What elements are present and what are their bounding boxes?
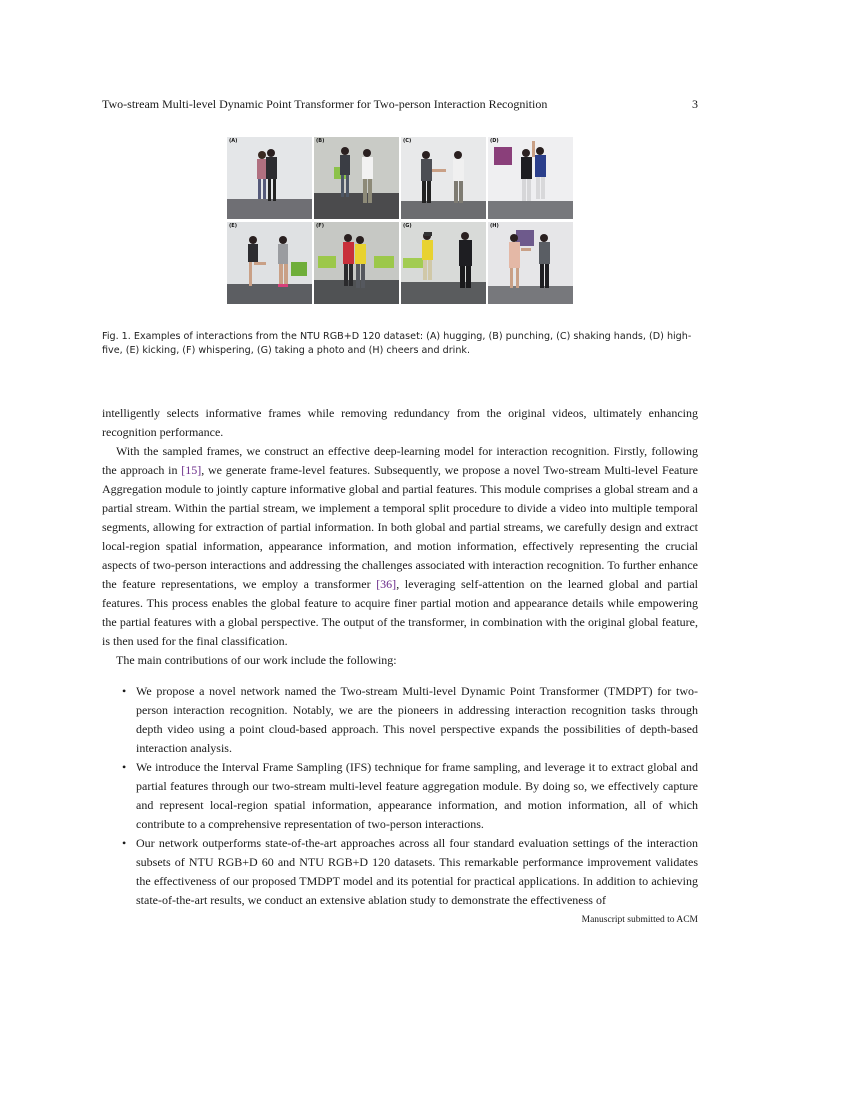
panel-label: (B)	[316, 138, 325, 144]
contributions-list	[102, 682, 698, 910]
figure-panel-punching	[314, 137, 399, 219]
bullet-icon: •	[122, 836, 127, 850]
list-item	[102, 758, 698, 834]
paragraph-text: , leveraging self-attention on the learned global and partial features. This process enables the global feature to acquire finer partial motion and appearance details while empowering the partial features with a global perspective. The output of the transformer, in combination with the original global feature, is then used for the final classification.	[102, 577, 698, 648]
panel-label: (F)	[316, 223, 324, 229]
list-item-text: We propose a novel network named the Two-stream Multi-level Dynamic Point Transformer (TMDPT) for two-person interaction recognition. Notably, we are the pioneers in addressing interaction recognition tasks through depth video using a point cloud-based approach. This novel perspective expands the possibilities of depth-based interaction analysis.	[136, 684, 698, 755]
paragraph: The main contributions of our work include the following:	[116, 653, 397, 667]
figure-panel-taking-a-photo	[401, 222, 486, 304]
figure-panel-whispering	[314, 222, 399, 304]
paragraph: intelligently selects informative frames while removing redundancy from the original videos, ultimately enhancing recognition performance.	[102, 406, 698, 439]
panel-label: (A)	[229, 138, 238, 144]
citation-link[interactable]: [36]	[376, 577, 397, 591]
figure-panel-cheers-and-drink	[488, 222, 573, 304]
list-item-text: We introduce the Interval Frame Sampling (IFS) technique for frame sampling, and leverage it to extract global and partial features through our two-stream multi-level feature aggregation module. By doing so, we effectively capture and represent local-region spatial information, appearance information, and motion information, all of which contribute to a comprehensive representation of two-person interactions.	[136, 760, 698, 831]
figure-panel-hugging	[227, 137, 312, 219]
paragraph-text: , we generate frame-level features. Subsequently, we propose a novel Two-stream Multi-level Feature Aggregation module to jointly capture informative global and partial features. This module comprises a global stream and a partial stream. Within the partial stream, we implement a temporal split procedure to divide a video into multiple temporal segments, allowing for extraction of partial information. In both global and partial streams, we carefully design and extract local-region spatial information, appearance information, and motion information, effectively representing the crucial aspects of two-person interactions and addressing the challenges associated with interaction recognition. To further enhance the feature representations, we employ a transformer	[102, 463, 698, 591]
panel-label: (C)	[403, 138, 412, 144]
panel-label: (G)	[403, 223, 412, 229]
panel-label: (H)	[490, 223, 499, 229]
figure-panel-high-five	[488, 137, 573, 219]
figure-caption: Fig. 1. Examples of interactions from the NTU RGB+D 120 dataset: (A) hugging, (B) punching, (C) shaking hands, (D) high-five, (E) kicking, (F) whispering, (G) taking a photo and (H) cheers and drink.	[102, 331, 692, 356]
page-footer: Manuscript submitted to ACM	[581, 915, 698, 925]
page-number: 3	[692, 97, 698, 111]
body-text	[102, 404, 698, 910]
bullet-icon: •	[122, 684, 127, 698]
bullet-icon: •	[122, 760, 127, 774]
citation-link[interactable]: [15]	[181, 463, 202, 477]
figure-panel-kicking	[227, 222, 312, 304]
figure-panel-shaking-hands	[401, 137, 486, 219]
paragraph-text: With the sampled frames, we construct an effective deep-learning model for interaction recognition. Firstly, following the approach in	[102, 444, 698, 477]
figure-1	[227, 137, 573, 304]
running-title: Two-stream Multi-level Dynamic Point Transformer for Two-person Interaction Recognition	[102, 97, 548, 111]
list-item	[102, 682, 698, 758]
list-item-text: Our network outperforms state-of-the-art approaches across all four standard evaluation settings of the interaction subsets of NTU RGB+D 60 and NTU RGB+D 120 datasets. This remarkable performance improvement validates the effectiveness of our proposed TMDPT model and its potential for practical applications. In addition to achieving state-of-the-art results, we conduct an extensive ablation study to demonstrate the effectiveness of	[136, 836, 698, 907]
paragraph	[102, 442, 698, 651]
panel-label: (E)	[229, 223, 237, 229]
list-item	[102, 834, 698, 910]
panel-label: (D)	[490, 138, 499, 144]
